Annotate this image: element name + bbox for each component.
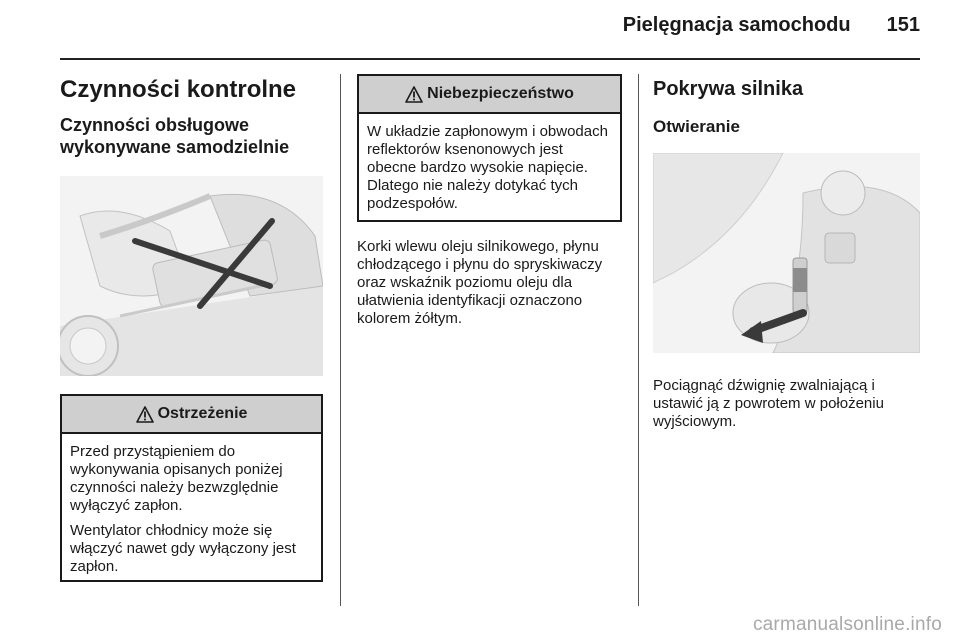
subsection-title — [60, 114, 323, 158]
danger-box-header — [359, 76, 620, 114]
watermark: carmanualsonline.info — [752, 614, 942, 635]
subsection-title-line2: wykonywane samodzielnie — [60, 137, 290, 157]
section-title: Czynności kontrolne — [60, 76, 297, 103]
danger-box — [357, 74, 622, 222]
warning-paragraph-2: Wentylator chłodnicy może się włączyć nawet gdy wyłączony jest zapłon. — [70, 522, 296, 575]
danger-box-body — [359, 114, 620, 221]
warning-box-title: Ostrzeżenie — [157, 405, 248, 422]
header-title: Pielęgnacja samochodu — [622, 14, 851, 36]
column-divider-2 — [638, 74, 639, 606]
warning-box-header — [62, 396, 321, 434]
header-rule — [60, 58, 920, 60]
warning-triangle-icon — [405, 86, 423, 103]
subsection-title-line1: Czynności obsługowe — [60, 115, 250, 135]
column-right — [653, 74, 923, 431]
column-middle — [357, 74, 622, 328]
warning-triangle-icon — [136, 406, 154, 423]
danger-paragraph: W układzie zapłonowym i obwodach reflektorów ksenonowych jest obecne bardzo wysokie napięcie. Dlatego nie należy dotykać tych podzespołów. — [367, 123, 608, 212]
column-divider-1 — [340, 74, 341, 606]
hood-release-lever-illustration — [653, 153, 920, 353]
hood-section-title: Pokrywa silnika — [653, 78, 804, 100]
engine-bay-illustration — [60, 176, 323, 376]
danger-box-title: Niebezpieczeństwo — [427, 85, 574, 102]
warning-box-body — [62, 434, 321, 584]
fluid-caps-text: Korki wlewu oleju silnikowego, płynu chłodzącego i płynu do spryskiwaczy oraz wskaźnik poziomu oleju dla ułatwienia identyfikacji oznaczono kolorem żółtym. — [357, 238, 603, 327]
warning-paragraph-1: Przed przystąpieniem do wykonywania opisanych poniżej czynności należy bezwzględnie wyłączyć zapłon. — [70, 443, 283, 514]
opening-subtitle: Otwieranie — [653, 117, 740, 136]
hood-opening-instructions: Pociągnąć dźwignię zwalniającą i ustawić ją z powrotem w położeniu wyjściowym. — [653, 377, 884, 430]
warning-box — [60, 394, 323, 582]
page-number: 151 — [886, 14, 920, 36]
page-header — [623, 14, 920, 37]
column-left — [60, 74, 323, 582]
